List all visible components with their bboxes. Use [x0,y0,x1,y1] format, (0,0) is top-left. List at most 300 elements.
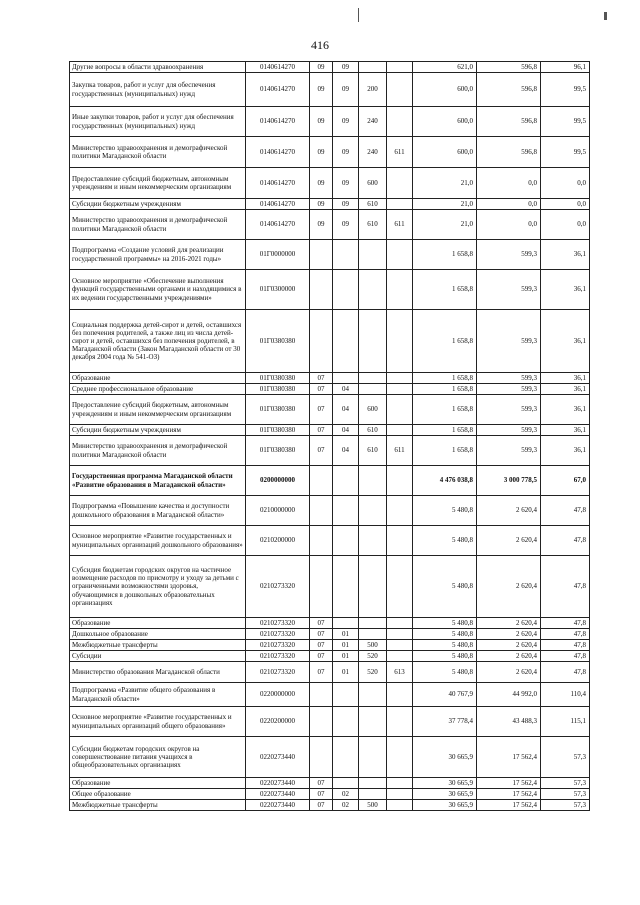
row-section-cell: 07 [310,789,333,800]
row-subsection-cell: 01 [333,662,359,683]
table-row [70,384,590,395]
row-expense-type-cell [359,526,387,556]
row-code-cell: 0210273320 [246,651,310,662]
table-row [70,496,590,526]
row-name-cell: Субсидии бюджетным учреждениям [70,425,246,436]
row-name-cell: Образование [70,373,246,384]
row-subsection-cell [333,683,359,707]
row-name-cell: Социальная поддержка детей-сирот и детей, оставшихся без попечения родителей, а также лиц из числа детей-сирот и детей, оставшихся без попечения родителей, в Магаданской области (Закон Магаданской области от 30 декабря 2004 года № 541-ОЗ) [70,310,246,373]
row-fact-cell: 599,3 [477,395,541,425]
row-fact-cell: 2 620,4 [477,629,541,640]
row-code-cell: 01Г0380380 [246,395,310,425]
page-number: 416 [311,38,329,52]
row-plan-cell: 30 665,9 [413,737,477,778]
row-fact-cell: 0,0 [477,210,541,240]
row-code-cell: 0220273440 [246,737,310,778]
row-section-cell: 09 [310,107,333,137]
row-subsection-cell: 01 [333,640,359,651]
row-section-cell: 07 [310,800,333,811]
row-fact-cell: 2 620,4 [477,556,541,618]
row-name-cell: Иные закупки товаров, работ и услуг для обеспечения государственных (муниципальных) нужд [70,107,246,137]
row-section-cell: 07 [310,618,333,629]
row-subsection-cell: 09 [333,199,359,210]
row-name-cell: Образование [70,778,246,789]
row-name-cell: Основное мероприятие «Обеспечение выполнения функций государственными органами и находящимися в их ведении государственными учреждениями» [70,270,246,310]
row-percent-cell: 36,1 [541,384,590,395]
row-plan-cell: 1 658,8 [413,395,477,425]
row-name-cell: Дошкольное образование [70,629,246,640]
row-percent-cell: 47,8 [541,556,590,618]
row-plan-cell: 40 767,9 [413,683,477,707]
row-fact-cell: 17 562,4 [477,778,541,789]
row-fact-cell: 17 562,4 [477,800,541,811]
row-expense-type-cell [359,778,387,789]
row-subsection-cell: 09 [333,137,359,168]
row-section-cell: 07 [310,640,333,651]
row-admin-code-cell: 611 [387,137,413,168]
row-percent-cell: 47,8 [541,640,590,651]
row-fact-cell: 2 620,4 [477,496,541,526]
row-plan-cell: 5 480,8 [413,651,477,662]
row-expense-type-cell [359,310,387,373]
row-expense-type-cell [359,373,387,384]
row-subsection-cell: 09 [333,73,359,107]
row-code-cell: 0210273320 [246,618,310,629]
row-plan-cell: 5 480,8 [413,618,477,629]
row-expense-type-cell: 520 [359,651,387,662]
row-plan-cell: 4 476 038,8 [413,466,477,496]
table-row [70,683,590,707]
row-plan-cell: 1 658,8 [413,270,477,310]
row-section-cell: 07 [310,395,333,425]
row-section-cell [310,270,333,310]
row-section-cell [310,526,333,556]
table-row [70,240,590,270]
row-name-cell: Министерство здравоохранения и демографической политики Магаданской области [70,210,246,240]
row-plan-cell: 37 778,4 [413,707,477,737]
row-name-cell: Субсидии [70,651,246,662]
row-name-cell: Межбюджетные трансферты [70,640,246,651]
row-section-cell: 07 [310,778,333,789]
row-percent-cell: 57,3 [541,737,590,778]
row-code-cell: 01Г0380380 [246,384,310,395]
row-percent-cell: 0,0 [541,199,590,210]
table-row [70,310,590,373]
row-percent-cell: 110,4 [541,683,590,707]
row-subsection-cell [333,526,359,556]
row-admin-code-cell [387,618,413,629]
row-percent-cell: 47,8 [541,651,590,662]
row-code-cell: 0220200000 [246,707,310,737]
row-admin-code-cell [387,737,413,778]
row-subsection-cell [333,466,359,496]
row-name-cell: Субсидия бюджетам городских округов на частичное возмещение расходов по присмотру и уходу за детьми с ограниченными возможностями здоровья, обучающимися в дошкольных образовательных организациях [70,556,246,618]
row-subsection-cell: 04 [333,395,359,425]
row-name-cell: Министерство здравоохранения и демографической политики Магаданской области [70,137,246,168]
row-admin-code-cell [387,556,413,618]
row-admin-code-cell [387,526,413,556]
row-subsection-cell [333,496,359,526]
row-name-cell: Межбюджетные трансферты [70,800,246,811]
row-code-cell: 01Г0300000 [246,270,310,310]
row-name-cell: Министерство образования Магаданской области [70,662,246,683]
row-plan-cell: 21,0 [413,199,477,210]
row-fact-cell: 599,3 [477,425,541,436]
table-row [70,737,590,778]
row-fact-cell: 599,3 [477,240,541,270]
row-plan-cell: 1 658,8 [413,436,477,466]
row-code-cell: 01Г0380380 [246,310,310,373]
row-percent-cell: 47,8 [541,662,590,683]
row-expense-type-cell: 610 [359,436,387,466]
row-name-cell: Подпрограмма «Повышение качества и доступности дошкольного образования в Магаданской области» [70,496,246,526]
row-expense-type-cell: 240 [359,137,387,168]
row-admin-code-cell: 611 [387,210,413,240]
row-expense-type-cell: 600 [359,168,387,199]
row-percent-cell: 115,1 [541,707,590,737]
row-admin-code-cell [387,168,413,199]
table-row [70,425,590,436]
row-admin-code-cell [387,62,413,73]
row-code-cell: 0210273320 [246,662,310,683]
table-row [70,107,590,137]
row-code-cell: 0220273440 [246,800,310,811]
row-fact-cell: 596,8 [477,73,541,107]
row-plan-cell: 5 480,8 [413,526,477,556]
row-plan-cell: 1 658,8 [413,373,477,384]
row-section-cell [310,683,333,707]
row-expense-type-cell [359,496,387,526]
row-plan-cell: 30 665,9 [413,789,477,800]
row-subsection-cell: 01 [333,629,359,640]
row-fact-cell: 596,8 [477,62,541,73]
row-fact-cell: 596,8 [477,137,541,168]
table-row [70,373,590,384]
row-code-cell: 0220273440 [246,778,310,789]
row-subsection-cell: 04 [333,425,359,436]
row-subsection-cell [333,373,359,384]
row-code-cell: 0140614270 [246,168,310,199]
row-admin-code-cell [387,73,413,107]
row-subsection-cell [333,737,359,778]
row-name-cell: Предоставление субсидий бюджетным, автономным учреждениям и иным некоммерческим организациям [70,395,246,425]
table-row [70,789,590,800]
row-plan-cell: 21,0 [413,210,477,240]
row-code-cell: 0140614270 [246,199,310,210]
row-code-cell: 0140614270 [246,137,310,168]
row-expense-type-cell: 500 [359,640,387,651]
row-section-cell: 07 [310,373,333,384]
row-subsection-cell [333,618,359,629]
row-admin-code-cell [387,707,413,737]
row-percent-cell: 96,1 [541,62,590,73]
row-subsection-cell: 04 [333,384,359,395]
row-code-cell: 0200000000 [246,466,310,496]
row-code-cell: 01Г0380380 [246,425,310,436]
row-percent-cell: 57,3 [541,800,590,811]
row-admin-code-cell [387,270,413,310]
row-plan-cell: 5 480,8 [413,629,477,640]
row-code-cell: 0210273320 [246,556,310,618]
row-admin-code-cell [387,496,413,526]
row-code-cell: 01Г0000000 [246,240,310,270]
table-row [70,778,590,789]
row-name-cell: Другие вопросы в области здравоохранения [70,62,246,73]
row-subsection-cell [333,707,359,737]
budget-table [69,61,590,811]
row-name-cell: Подпрограмма «Развитие общего образования в Магаданской области» [70,683,246,707]
row-name-cell: Основное мероприятие «Развитие государственных и муниципальных организаций дошкольного образования» [70,526,246,556]
row-subsection-cell [333,778,359,789]
row-fact-cell: 596,8 [477,107,541,137]
row-name-cell: Основное мероприятие «Развитие государственных и муниципальных организаций общего образования» [70,707,246,737]
row-fact-cell: 2 620,4 [477,618,541,629]
row-admin-code-cell [387,640,413,651]
row-percent-cell: 57,3 [541,778,590,789]
row-percent-cell: 99,5 [541,73,590,107]
row-subsection-cell [333,310,359,373]
row-expense-type-cell [359,629,387,640]
row-name-cell: Закупка товаров, работ и услуг для обеспечения государственных (муниципальных) нужд [70,73,246,107]
table-row [70,137,590,168]
table-row [70,556,590,618]
row-fact-cell: 17 562,4 [477,737,541,778]
row-section-cell [310,496,333,526]
row-plan-cell: 1 658,8 [413,240,477,270]
row-subsection-cell [333,556,359,618]
row-section-cell: 09 [310,168,333,199]
table-row [70,651,590,662]
row-section-cell: 09 [310,137,333,168]
row-expense-type-cell: 610 [359,425,387,436]
budget-table-body [70,62,590,811]
row-percent-cell: 99,5 [541,107,590,137]
row-plan-cell: 30 665,9 [413,800,477,811]
row-code-cell: 0140614270 [246,73,310,107]
row-fact-cell: 599,3 [477,270,541,310]
table-row [70,526,590,556]
row-plan-cell: 600,0 [413,73,477,107]
row-plan-cell: 5 480,8 [413,496,477,526]
table-row [70,466,590,496]
row-percent-cell: 36,1 [541,270,590,310]
row-expense-type-cell: 610 [359,210,387,240]
row-admin-code-cell [387,651,413,662]
row-expense-type-cell [359,556,387,618]
row-expense-type-cell: 520 [359,662,387,683]
table-row [70,436,590,466]
row-code-cell: 0220273440 [246,789,310,800]
row-section-cell: 07 [310,629,333,640]
row-name-cell: Субсидии бюджетам городских округов на совершенствование питания учащихся в общеобразовательных организациях [70,737,246,778]
row-admin-code-cell [387,629,413,640]
row-fact-cell: 17 562,4 [477,789,541,800]
table-row [70,618,590,629]
row-admin-code-cell [387,683,413,707]
row-plan-cell: 21,0 [413,168,477,199]
row-subsection-cell: 02 [333,789,359,800]
row-section-cell [310,310,333,373]
row-plan-cell: 621,0 [413,62,477,73]
table-row [70,640,590,651]
row-admin-code-cell [387,789,413,800]
row-admin-code-cell [387,425,413,436]
row-percent-cell: 47,8 [541,526,590,556]
row-plan-cell: 600,0 [413,107,477,137]
row-percent-cell: 36,1 [541,310,590,373]
row-subsection-cell: 04 [333,436,359,466]
row-section-cell: 07 [310,384,333,395]
row-subsection-cell: 09 [333,107,359,137]
row-expense-type-cell: 500 [359,800,387,811]
row-fact-cell: 2 620,4 [477,526,541,556]
row-name-cell: Министерство здравоохранения и демографической политики Магаданской области [70,436,246,466]
row-code-cell: 0210000000 [246,496,310,526]
row-percent-cell: 47,8 [541,496,590,526]
scan-mark-top-right [604,12,607,20]
table-row [70,629,590,640]
table-row [70,210,590,240]
row-percent-cell: 36,1 [541,436,590,466]
row-plan-cell: 600,0 [413,137,477,168]
table-row [70,395,590,425]
row-section-cell: 09 [310,199,333,210]
row-percent-cell: 99,5 [541,137,590,168]
row-fact-cell: 2 620,4 [477,662,541,683]
row-plan-cell: 1 658,8 [413,384,477,395]
row-admin-code-cell: 611 [387,436,413,466]
table-row [70,800,590,811]
row-expense-type-cell [359,384,387,395]
row-expense-type-cell [359,270,387,310]
row-percent-cell: 36,1 [541,425,590,436]
row-section-cell: 07 [310,436,333,466]
row-section-cell [310,707,333,737]
row-code-cell: 01Г0380380 [246,373,310,384]
row-section-cell [310,737,333,778]
row-percent-cell: 57,3 [541,789,590,800]
row-fact-cell: 43 488,3 [477,707,541,737]
row-admin-code-cell [387,800,413,811]
table-row [70,199,590,210]
row-admin-code-cell [387,240,413,270]
row-expense-type-cell: 610 [359,199,387,210]
row-plan-cell: 5 480,8 [413,556,477,618]
row-name-cell: Образование [70,618,246,629]
row-section-cell: 07 [310,651,333,662]
row-section-cell [310,240,333,270]
row-section-cell: 09 [310,210,333,240]
row-percent-cell: 0,0 [541,168,590,199]
row-subsection-cell: 09 [333,168,359,199]
row-name-cell: Предоставление субсидий бюджетным, автономным учреждениям и иным некоммерческим организациям [70,168,246,199]
row-code-cell: 0210273320 [246,640,310,651]
row-percent-cell: 0,0 [541,210,590,240]
row-subsection-cell: 09 [333,210,359,240]
table-row [70,168,590,199]
row-admin-code-cell [387,107,413,137]
table-row [70,707,590,737]
row-code-cell: 0140614270 [246,62,310,73]
row-fact-cell: 44 992,0 [477,683,541,707]
row-code-cell: 0210200000 [246,526,310,556]
row-code-cell: 0140614270 [246,107,310,137]
table-row [70,270,590,310]
table-row [70,73,590,107]
row-admin-code-cell [387,384,413,395]
row-section-cell [310,556,333,618]
row-code-cell: 0220000000 [246,683,310,707]
row-code-cell: 0210273320 [246,629,310,640]
row-section-cell [310,466,333,496]
row-plan-cell: 5 480,8 [413,640,477,651]
row-fact-cell: 599,3 [477,310,541,373]
row-expense-type-cell [359,737,387,778]
row-percent-cell: 36,1 [541,240,590,270]
row-admin-code-cell [387,310,413,373]
row-expense-type-cell [359,789,387,800]
row-admin-code-cell: 613 [387,662,413,683]
row-expense-type-cell: 600 [359,395,387,425]
row-plan-cell: 1 658,8 [413,425,477,436]
row-percent-cell: 47,8 [541,618,590,629]
row-fact-cell: 599,3 [477,436,541,466]
row-plan-cell: 5 480,8 [413,662,477,683]
row-expense-type-cell [359,683,387,707]
row-fact-cell: 599,3 [477,373,541,384]
row-expense-type-cell: 240 [359,107,387,137]
row-subsection-cell [333,240,359,270]
row-percent-cell: 36,1 [541,395,590,425]
row-expense-type-cell [359,62,387,73]
row-fact-cell: 2 620,4 [477,651,541,662]
row-expense-type-cell [359,618,387,629]
row-code-cell: 0140614270 [246,210,310,240]
table-row [70,662,590,683]
row-fact-cell: 599,3 [477,384,541,395]
row-percent-cell: 36,1 [541,373,590,384]
row-expense-type-cell [359,707,387,737]
row-admin-code-cell [387,778,413,789]
row-section-cell: 09 [310,62,333,73]
row-plan-cell: 30 665,9 [413,778,477,789]
row-name-cell: Среднее профессиональное образование [70,384,246,395]
row-subsection-cell [333,270,359,310]
row-section-cell: 07 [310,662,333,683]
row-name-cell: Подпрограмма «Создание условий для реализации государственной программы» на 2016-2021 годы» [70,240,246,270]
row-admin-code-cell [387,199,413,210]
row-subsection-cell: 01 [333,651,359,662]
row-admin-code-cell [387,373,413,384]
row-plan-cell: 1 658,8 [413,310,477,373]
scan-mark-top-center [358,8,359,22]
row-expense-type-cell [359,240,387,270]
table-row [70,62,590,73]
row-name-cell: Субсидии бюджетным учреждениям [70,199,246,210]
row-subsection-cell: 09 [333,62,359,73]
row-section-cell: 07 [310,425,333,436]
row-subsection-cell: 02 [333,800,359,811]
row-fact-cell: 3 000 778,5 [477,466,541,496]
row-code-cell: 01Г0380380 [246,436,310,466]
row-admin-code-cell [387,466,413,496]
row-fact-cell: 0,0 [477,168,541,199]
row-expense-type-cell [359,466,387,496]
row-name-cell: Государственная программа Магаданской области «Развитие образования в Магаданской области» [70,466,246,496]
row-fact-cell: 0,0 [477,199,541,210]
row-fact-cell: 2 620,4 [477,640,541,651]
row-section-cell: 09 [310,73,333,107]
